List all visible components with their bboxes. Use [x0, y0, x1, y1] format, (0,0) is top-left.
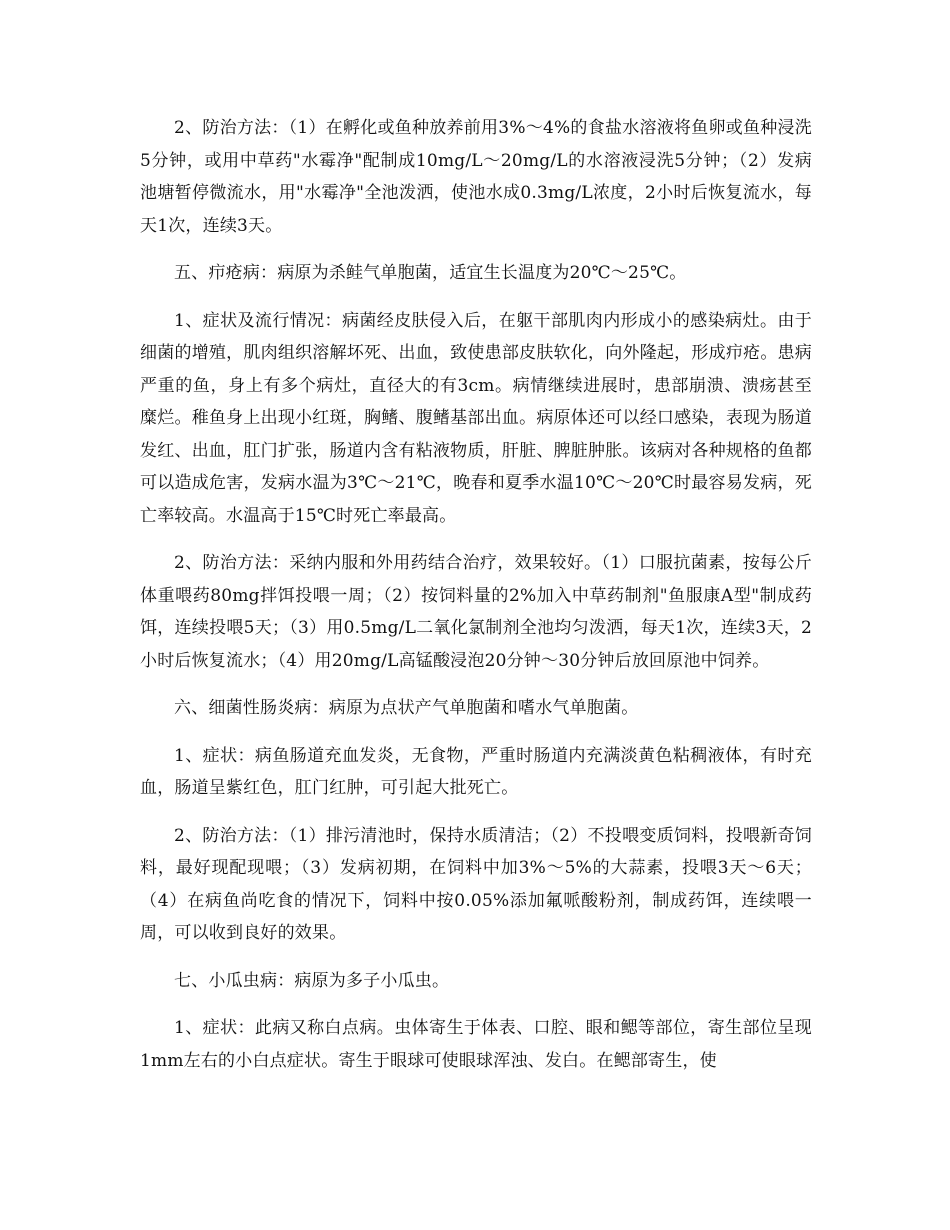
paragraph-prevention-methods-mold: 2、防治方法：（1）在孵化或鱼种放养前用3%～4%的食盐水溶液将鱼卵或鱼种浸洗5分钟，或用中草药"水霉净"配制成10mg/L～20mg/L的水溶液浸洗5分钟；（2）发病池塘暂停微流水，用"水霉净"全池泼洒，使池水成0.3mg/L浓度，2小时后恢复流水，每天1次，连续3天。: [140, 118, 812, 236]
paragraph-enteritis-heading: 六、细菌性肠炎病：病原为点状产气单胞菌和嗜水气单胞菌。: [174, 698, 639, 718]
paragraph-enteritis-prevention: 2、防治方法：（1）排污清池时，保持水质清洁；（2）不投喂变质饲料，投喂新奇饲料，最好现配现喂；（3）发病初期，在饲料中加3%～5%的大蒜素，投喂3天～6天；（4）在病鱼尚吃食的情况下，饲料中按0.05%添加氟哌酸粉剂，制成药饵，连续喂一周，可以收到良好的效果。: [140, 825, 812, 943]
paragraph-furunculosis-heading: 五、疖疮病：病原为杀鲑气单胞菌，适宜生长温度为20℃～25℃。: [174, 263, 687, 283]
paragraph-furunculosis-prevention: 2、防治方法：采纳内服和外用药结合治疗，效果较好。（1）口服抗菌素，按每公斤体重喂药80mg拌饵投喂一周；（2）按饲料量的2%加入中草药制剂"鱼服康A型"制成药饵，连续投喂5天；（3）用0.5mg/L二氧化氯制剂全池均匀泼洒，每天1次，连续3天，2小时后恢复流水；（4）用20mg/L高锰酸浸泡20分钟～30分钟后放回原池中饲养。: [140, 553, 812, 671]
paragraph-ich-heading: 七、小瓜虫病：病原为多子小瓜虫。: [174, 970, 450, 991]
paragraph-enteritis-symptoms: 1、症状：病鱼肠道充血发炎，无食物，严重时肠道内充满淡黄色粘稠液体，有时充血，肠道呈紫红色，肛门红肿，可引起大批死亡。: [140, 745, 812, 798]
document-body: [140, 112, 812, 1092]
paragraph-ich-symptoms: 1、症状：此病又称白点病。虫体寄生于体表、口腔、眼和鳃等部位，寄生部位呈现1mm左右的小白点症状。寄生于眼球可使眼球浑浊、发白。在鳃部寄生，使: [140, 1018, 812, 1071]
paragraph-furunculosis-symptoms: 1、症状及流行情况：病菌经皮肤侵入后，在躯干部肌肉内形成小的感染病灶。由于细菌的增殖，肌肉组织溶解坏死、出血，致使患部皮肤软化，向外隆起，形成疖疮。患病严重的鱼，身上有多个病灶，直径大的有3cm。病情继续进展时，患部崩溃、溃疡甚至糜烂。稚鱼身上出现小红斑，胸鳍、腹鳍基部出血。病原体还可以经口感染，表现为肠道发红、出血，肛门扩张，肠道内含有粘液物质，肝脏、脾脏肿胀。该病对各种规格的鱼都可以造成危害，发病水温为3℃～21℃，晚春和夏季水温10℃～20℃时最容易发病，死亡率较高。水温高于15℃时死亡率最高。: [140, 310, 812, 526]
